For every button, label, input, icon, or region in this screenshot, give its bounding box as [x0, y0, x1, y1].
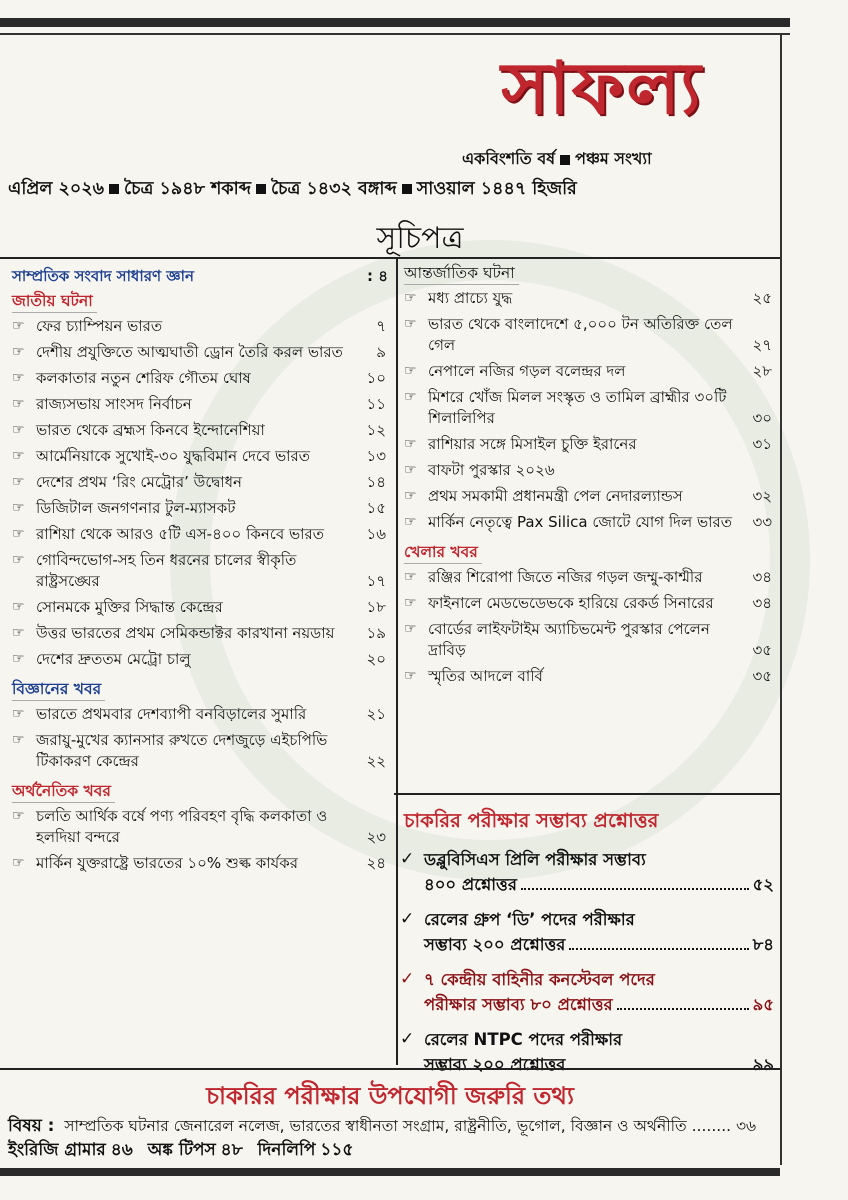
toc-entry-page: ১৬ — [366, 525, 386, 543]
toc-title: সূচিপত্র — [376, 221, 464, 256]
date-saka: চৈত্র ১৯৪৮ শকাব্দ — [124, 179, 251, 199]
toc-entry[interactable] — [12, 342, 388, 363]
toc-entry-title: রাজ্যসভায় সাংসদ নির্বাচন — [36, 395, 192, 413]
toc-entry-title: ফের চ্যাম্পিয়ন ভারত — [36, 317, 163, 335]
issue-number: পঞ্চম সংখ্যা — [575, 149, 652, 168]
toc-entry-title: রঞ্জির শিরোপা জিতে নজির গড়ল জম্মু-কাশ্মীর — [428, 568, 703, 586]
toc-entry[interactable] — [404, 288, 774, 309]
toc-entry-page: ২০ — [366, 650, 386, 668]
toc-entry[interactable] — [404, 314, 774, 356]
toc-entry-page: ১৫ — [366, 499, 386, 517]
pointing-hand-icon: ☞ — [12, 855, 25, 871]
toc-entry-title: কলকাতার নতুন শেরিফ গৌতম ঘোষ — [36, 369, 251, 387]
math-page: ৪৮ — [220, 1140, 243, 1160]
toc-entry-page: ৩০ — [752, 409, 772, 427]
logo-text: সাফল্য — [501, 46, 703, 130]
international-list — [404, 288, 774, 533]
bottom-rule — [0, 1168, 780, 1176]
toc-entry[interactable] — [12, 597, 388, 618]
job-questions-list — [394, 847, 780, 1077]
toc-entry-title: স্মৃতির আদলে বার্বি — [428, 667, 543, 685]
toc-entry[interactable] — [404, 361, 774, 382]
toc-entry[interactable] — [404, 486, 774, 507]
toc-entry[interactable] — [12, 316, 388, 337]
toc-entry-page: ১৪ — [366, 473, 386, 491]
toc-entry[interactable] — [404, 387, 774, 429]
toc-entry-title: দেশের দ্রুততম মেট্রো চালু — [36, 650, 191, 668]
pointing-hand-icon: ☞ — [404, 290, 417, 306]
toc-entry[interactable] — [12, 498, 388, 519]
toc-entry-title: উত্তর ভারতের প্রথম সেমিকন্ডাক্টর কারখানা নয়ডায় — [36, 624, 335, 642]
date-hijri: সাওয়াল ১৪৪৭ হিজরি — [416, 179, 577, 199]
left-column — [12, 266, 388, 879]
toc-entry-page: ২২ — [366, 752, 386, 770]
check-icon: ✓ — [400, 909, 415, 929]
job-question-line1: ৭ কেন্দ্রীয় বাহিনীর কনস্টেবল পদের — [424, 970, 655, 989]
toc-entry-title: মধ্য প্রাচ্যে যুদ্ধ — [428, 289, 513, 307]
toc-entry[interactable] — [12, 394, 388, 415]
toc-entry-page: ২৮ — [752, 362, 772, 380]
toc-entry[interactable] — [12, 524, 388, 545]
pointing-hand-icon: ☞ — [12, 474, 25, 490]
toc-entry[interactable] — [12, 623, 388, 644]
toc-entry-title: মিশরে খোঁজ মিলল সংস্কৃত ও তামিল ব্রাহ্মীর ৩০টি শিলালিপির — [428, 388, 727, 427]
job-question-line2: পরীক্ষার সম্ভাব্য ৮০ প্রশ্নোত্তর — [424, 995, 613, 1014]
check-icon: ✓ — [400, 1029, 415, 1049]
toc-entry-title: গোবিন্দভোগ-সহ তিন ধরনের চালের স্বীকৃতি রাষ্ট্রসঙ্ঘের — [36, 551, 297, 590]
toc-entry-page: ২১ — [366, 705, 386, 723]
job-question-page: ৮৪ — [752, 935, 774, 954]
toc-entry-page: ২৪ — [366, 854, 386, 872]
section-international: আন্তর্জাতিক ঘটনা — [404, 263, 519, 285]
toc-entry-page: ২৫ — [752, 289, 772, 307]
subject-label: বিষয় : — [8, 1116, 55, 1136]
job-question-page: ৯৫ — [752, 995, 774, 1014]
toc-entry[interactable] — [12, 730, 388, 772]
toc-entry-page: ৩১ — [752, 435, 772, 453]
toc-entry-page: ২৩ — [366, 828, 386, 846]
pointing-hand-icon: ☞ — [12, 808, 25, 824]
toc-entry-page: ১২ — [366, 421, 386, 439]
top-rule — [0, 18, 790, 27]
job-questions-title: চাকরির পরীক্ষার সম্ভাব্য প্রশ্নোত্তর — [404, 809, 659, 832]
magazine-logo — [462, 42, 742, 146]
toc-entry-page: ৩৪ — [752, 568, 772, 586]
toc-entry-title: চলতি আর্থিক বর্ষে পণ্য পরিবহণ বৃদ্ধি কলকাতা ও হলদিয়া বন্দরে — [36, 807, 328, 846]
toc-entry-page: ১৮ — [366, 598, 386, 616]
grammar-page: ৪৬ — [110, 1140, 133, 1160]
subject-text: সাম্প্রতিক ঘটনার জেনারেল নলেজ, ভারতের স্বাধীনতা সংগ্রাম, রাষ্ট্রনীতি, ভূগোল, বিজ্ঞান ও অর্থনীতি — [64, 1117, 687, 1135]
toc-entry-page: ৩৫ — [752, 641, 772, 659]
pointing-hand-icon: ☞ — [12, 448, 25, 464]
issue-year: একবিংশতি বর্ষ — [462, 149, 556, 168]
toc-entry-title: রাশিয়ার সঙ্গে মিসাইল চুক্তি ইরানের — [428, 435, 637, 453]
toc-entry[interactable] — [12, 704, 388, 725]
check-icon: ✓ — [400, 969, 415, 989]
date-line — [8, 176, 780, 205]
lead-entry[interactable] — [12, 266, 388, 287]
pointing-hand-icon: ☞ — [404, 389, 417, 405]
job-question-page: ৯৯ — [752, 1055, 774, 1074]
footer-subjects: বিষয় : সাম্প্রতিক ঘটনার জেনারেল নলেজ, ভারতের স্বাধীনতা সংগ্রাম, রাষ্ট্রনীতি, ভূগোল, বিজ্ঞান ও অর্থনীতি ........ ৩৬ ইংরিজি গ্রামার ৪৬ অঙ্ক টিপস ৪৮ দিনলিপি ১১৫ — [8, 1116, 757, 1160]
pointing-hand-icon: ☞ — [12, 370, 25, 386]
job-question-line1: রেলের গ্রুপ ‘ডি’ পদের পরীক্ষার — [424, 910, 635, 929]
section-national: জাতীয় ঘটনা — [12, 291, 97, 313]
toc-entry-title: প্রথম সমকামী প্রধানমন্ত্রী পেল নেদারল্যান্ডস — [428, 487, 683, 505]
pointing-hand-icon: ☞ — [12, 706, 25, 722]
lead-label: সাম্প্রতিক সংবাদ সাধারণ জ্ঞান — [12, 267, 194, 285]
grammar-label: ইংরিজি গ্রামার — [8, 1140, 106, 1160]
pointing-hand-icon: ☞ — [12, 625, 25, 641]
section-sports: খেলার খবর — [404, 542, 482, 564]
toc-entry-title: মার্কিন নেতৃত্বে Pax Silica জোটে যোগ দিল ভারত — [428, 513, 733, 531]
sports-list — [404, 567, 774, 687]
pointing-hand-icon: ☞ — [12, 651, 25, 667]
job-question-entry[interactable] — [398, 847, 774, 897]
job-question-line2: সম্ভাব্য ২০০ প্রশ্নোত্তর — [424, 935, 566, 954]
toc-entry-page: ৩৪ — [752, 594, 772, 612]
footer-title: চাকরির পরীক্ষার উপযোগী জরুরি তথ্য — [206, 1082, 574, 1110]
toc-entry[interactable] — [12, 368, 388, 389]
toc-entry[interactable] — [12, 853, 388, 874]
toc-entry[interactable] — [12, 446, 388, 467]
section-science: বিজ্ঞানের খবর — [12, 679, 105, 701]
toc-entry[interactable] — [404, 512, 774, 533]
pointing-hand-icon: ☞ — [404, 363, 417, 379]
toc-entry[interactable] — [12, 420, 388, 441]
pointing-hand-icon: ☞ — [404, 621, 417, 637]
toc-entry-title: ফাইনালে মেডভেডেভকে হারিয়ে রেকর্ড সিনারের — [428, 594, 714, 612]
pointing-hand-icon: ☞ — [12, 599, 25, 615]
pointing-hand-icon: ☞ — [12, 422, 25, 438]
section-economy: অর্থনৈতিক খবর — [12, 781, 115, 803]
toc-entry[interactable] — [12, 472, 388, 493]
diary-page: ১১৫ — [320, 1140, 354, 1160]
toc-entry-title: ভারত থেকে ব্রহ্মস কিনবে ইন্দোনেশিয়া — [36, 421, 265, 439]
diary-label: দিনলিপি — [257, 1140, 316, 1160]
toc-entry[interactable] — [404, 460, 774, 481]
toc-entry-title: নেপালে নজির গড়ল বলেন্দ্রর দল — [428, 362, 626, 380]
toc-entry-page: ৩৩ — [752, 513, 772, 531]
pointing-hand-icon: ☞ — [404, 595, 417, 611]
pointing-hand-icon: ☞ — [12, 318, 25, 334]
toc-entry[interactable] — [404, 567, 774, 588]
toc-entry-title: ভারত থেকে বাংলাদেশে ৫,০০০ টন অতিরিক্ত তেল গেল — [428, 315, 733, 354]
toc-entry[interactable] — [404, 593, 774, 614]
toc-entry-title: রাশিয়া থেকে আরও ৫টি এস-৪০০ কিনবে ভারত — [36, 525, 324, 543]
pointing-hand-icon: ☞ — [12, 500, 25, 516]
toc-entry[interactable] — [404, 619, 774, 661]
pointing-hand-icon: ☞ — [12, 344, 25, 360]
date-english: এপ্রিল ২০২৬ — [8, 179, 105, 199]
job-question-line2: ৪০০ প্রশ্নোত্তর — [424, 875, 517, 894]
toc-entry-title: মার্কিন যুক্তরাষ্ট্রে ভারতের ১০% শুল্ক কার্যকর — [36, 854, 298, 872]
toc-entry-title: ভারতে প্রথমবার দেশব্যাপী বনবিড়ালের সুমারি — [36, 705, 307, 723]
toc-entry[interactable] — [404, 434, 774, 455]
pointing-hand-icon: ☞ — [12, 396, 25, 412]
pointing-hand-icon: ☞ — [404, 668, 417, 684]
toc-entry-title: জরায়ু-মুখের ক্যানসার রুখতে দেশজুড়ে এইচপিভি টিকাকরণ কেন্দ্রের — [36, 731, 328, 770]
toc-entry-title: বোর্ডের লাইফটাইম অ্যাচিভমেন্ট পুরস্কার পেলেন দ্রাবিড় — [428, 620, 710, 659]
subject-page: ৩৬ — [735, 1117, 757, 1135]
toc-entry[interactable] — [12, 806, 388, 848]
pointing-hand-icon: ☞ — [12, 732, 25, 748]
math-label: অঙ্ক টিপস — [147, 1140, 216, 1160]
toc-entry-title: সোনমকে মুক্তির সিদ্ধান্ত কেন্দ্রের — [36, 598, 223, 616]
job-question-line2: সম্ভাব্য ২০০ প্রশ্নোত্তর — [424, 1055, 566, 1074]
pointing-hand-icon: ☞ — [404, 462, 417, 478]
toc-entry-page: ১৭ — [366, 572, 386, 590]
pointing-hand-icon: ☞ — [12, 552, 25, 568]
toc-entry[interactable] — [12, 649, 388, 670]
toc-entry-page: ১০ — [366, 369, 386, 387]
toc-entry-page: ২৭ — [752, 336, 772, 354]
pointing-hand-icon: ☞ — [404, 488, 417, 504]
job-question-entry[interactable] — [398, 967, 774, 1017]
toc-entry-title: আর্মেনিয়াকে সুখোই-৩০ যুদ্ধবিমান দেবে ভারত — [36, 447, 311, 465]
toc-entry-title: দেশের প্রথম ‘রিং মেট্রোর’ উদ্বোধন — [36, 473, 242, 491]
pointing-hand-icon: ☞ — [12, 526, 25, 542]
job-question-line1: রেলের NTPC পদের পরীক্ষার — [424, 1030, 623, 1049]
toc-entry[interactable] — [12, 550, 388, 592]
toc-entry-title: ডিজিটাল জনগণনার টুল-ম্যাসকট — [36, 499, 236, 517]
toc-entry-title: দেশীয় প্রযুক্তিতে আত্মঘাতী ড্রোন তৈরি করল ভারত — [36, 343, 343, 361]
pointing-hand-icon: ☞ — [404, 514, 417, 530]
pointing-hand-icon: ☞ — [404, 569, 417, 585]
toc-entry-page: ৭ — [376, 317, 386, 335]
toc-entry-page: ১১ — [366, 395, 386, 413]
toc-entry-title: বাফটা পুরস্কার ২০২৬ — [428, 461, 555, 479]
right-rule — [780, 35, 782, 1165]
check-icon: ✓ — [400, 849, 415, 869]
issue-line — [462, 146, 780, 173]
science-list — [12, 704, 388, 772]
toc-entry-page: ১৯ — [366, 624, 386, 642]
date-bangla: চৈত্র ১৪৩২ বঙ্গাব্দ — [270, 179, 397, 199]
economy-list — [12, 806, 388, 874]
toc-entry-page: ৩২ — [752, 487, 772, 505]
job-question-line1: ডব্লুবিসিএস প্রিলি পরীক্ষার সম্ভাব্য — [424, 850, 646, 869]
toc-entry-page: ১৩ — [366, 447, 386, 465]
pointing-hand-icon: ☞ — [404, 316, 417, 332]
right-column — [404, 259, 774, 692]
toc-entry-page: ৯ — [376, 343, 386, 361]
lead-page: : ৪ — [367, 267, 388, 285]
toc-entry[interactable] — [404, 666, 774, 687]
national-list — [12, 316, 388, 670]
job-question-page: ৫২ — [752, 875, 774, 894]
job-questions-box — [394, 793, 780, 1074]
pointing-hand-icon: ☞ — [404, 436, 417, 452]
job-question-entry[interactable] — [398, 907, 774, 957]
footer-box — [0, 1068, 780, 1166]
toc-entry-page: ৩৫ — [752, 667, 772, 685]
